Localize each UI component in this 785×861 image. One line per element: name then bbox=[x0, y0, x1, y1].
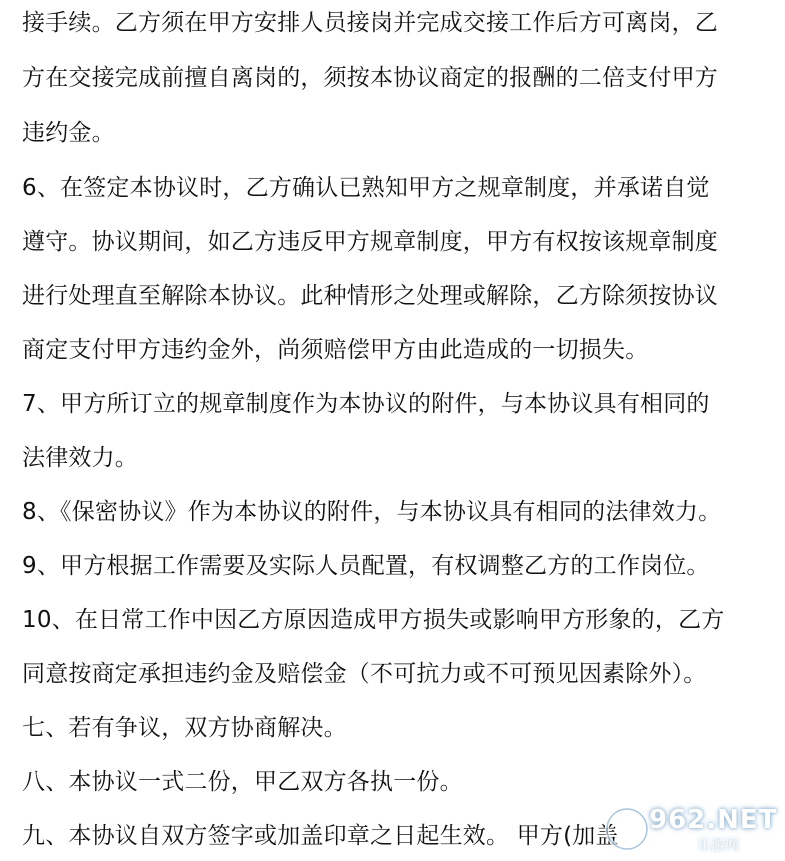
text-line: 同意按商定承担违约金及赔偿金（不可抗力或不可预见因素除外）。 bbox=[22, 661, 707, 687]
text-line: 10、在日常工作中因乙方原因造成甲方损失或影响甲方形象的，乙方 bbox=[22, 607, 725, 633]
text-line: 进行处理直至解除本协议。此种情形之处理或解除，乙方除须按协议 bbox=[22, 283, 718, 309]
text-line: 方在交接完成前擅自离岗的，须按本协议商定的报酬的二倍支付甲方 bbox=[22, 65, 718, 91]
text-line: 八、本协议一式二份，甲乙双方各执一份。 bbox=[22, 769, 463, 795]
text-line: 8、《保密协议》作为本协议的附件，与本协议具有相同的法律效力。 bbox=[22, 499, 722, 525]
watermark-logo-icon bbox=[603, 805, 651, 853]
text-line: 法律效力。 bbox=[22, 445, 138, 471]
text-line: 九、本协议自双方签字或加盖印章之日起生效。 甲方(加盖 bbox=[22, 823, 619, 849]
text-line: 遵守。协议期间，如乙方违反甲方规章制度，甲方有权按该规章制度 bbox=[22, 229, 718, 255]
watermark-site-name: 乐游网 bbox=[697, 838, 739, 854]
text-line: 接手续。乙方须在甲方安排人员接岗并完成交接工作后方可离岗，乙 bbox=[22, 10, 718, 36]
text-line: 七、若有争议，双方协商解决。 bbox=[22, 715, 347, 741]
text-line: 9、甲方根据工作需要及实际人员配置，有权调整乙方的工作岗位。 bbox=[22, 553, 710, 579]
text-line: 违约金。 bbox=[22, 120, 115, 146]
watermark-logo-text: 962.NET bbox=[649, 805, 778, 835]
site-watermark bbox=[603, 801, 781, 859]
text-line: 商定支付甲方违约金外，尚须赔偿甲方由此造成的一切损失。 bbox=[22, 337, 649, 363]
text-line: 6、在签定本协议时，乙方确认已熟知甲方之规章制度，并承诺自觉 bbox=[22, 175, 710, 201]
text-line: 7、甲方所订立的规章制度作为本协议的附件，与本协议具有相同的 bbox=[22, 391, 710, 417]
